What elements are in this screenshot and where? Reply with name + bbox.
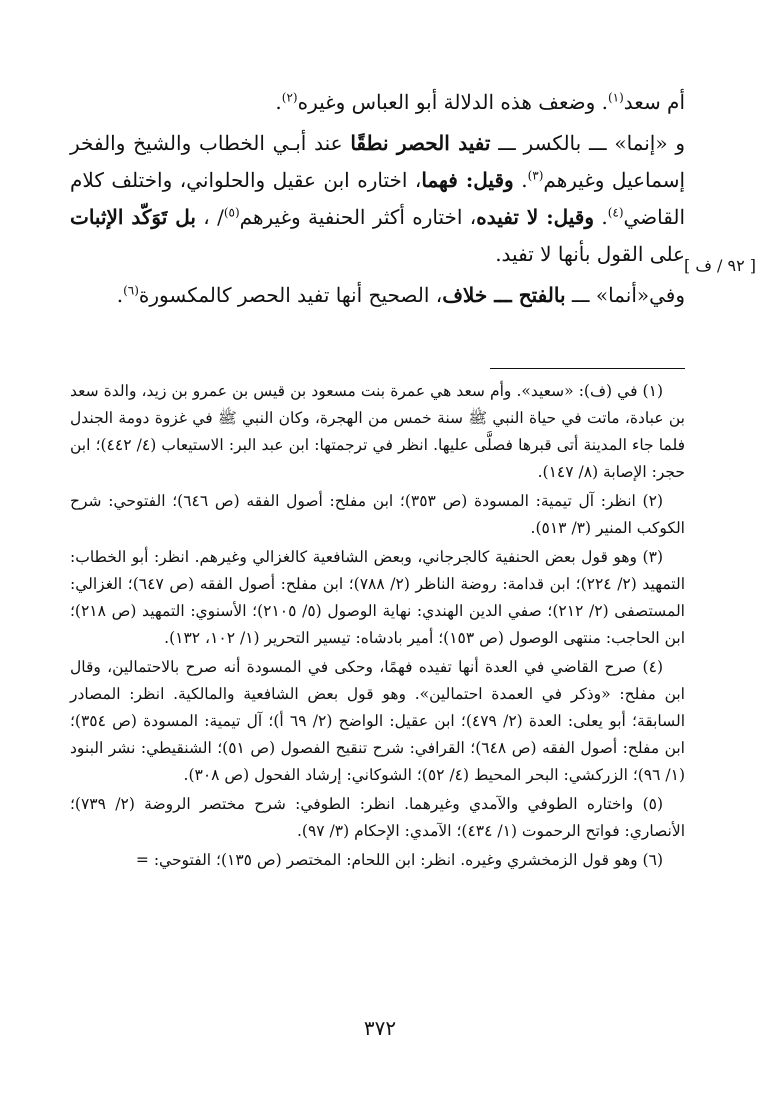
text-run: . — [594, 205, 608, 229]
text-run: ، الصحيح أنها تفيد الحصر كالمكسورة — [138, 283, 443, 307]
footnote-6: (٦) وهو قول الزمخشري وغيره. انظر: ابن اللحام: المختصر (ص ١٣٥)؛ الفتوحي: = — [135, 851, 663, 869]
text-run: عند أبـي الخطاب والشيخ والفخر إسماعيل وغيرهم — [70, 131, 686, 192]
text-run: . وضعف هذه الدلالة أبو العباس وغيره — [297, 90, 608, 114]
paragraph-3 — [70, 277, 685, 314]
page-number: ٣٧٢ — [363, 1016, 397, 1040]
footnote-ref[interactable]: (١) — [607, 90, 624, 105]
footnote-ref[interactable]: (٤) — [607, 205, 624, 220]
footnote-ref[interactable]: (٣) — [527, 168, 544, 183]
footnote-separator — [490, 368, 685, 369]
text-run: ، اختاره أكثر الحنفية وغيرهم — [239, 205, 477, 229]
footnote-2: (٢) انظر: آل تيمية: المسودة (ص ٣٥٣)؛ ابن مفلح: أصول الفقه (ص ٦٤٦)؛ الفتوحي: شرح الكوكب المنير (٣/ ٥١٣). — [70, 492, 685, 537]
bold-phrase: تفيد الحصر نطقًا — [350, 131, 491, 155]
footnotes — [70, 378, 685, 876]
text-run: و «إنما» ـــ بالكسر ـــ — [490, 131, 686, 155]
manuscript-margin-reference: [ ٩٢ / ف ] — [684, 256, 756, 275]
text-run: . — [513, 168, 528, 192]
footnote-4: (٤) صرح القاضي في العدة أنها تفيده فهمًا، وحكى في المسودة أنه صرح بالاحتمالين، وقال ابن مفلح: «وذكر في العمدة احتمالين». وهو قول بعض الشافعية والمالكية. انظر: المصادر السابقة؛ أبو يعلى: العدة (٢/ ٤٧٩)؛ ابن عقيل: الواضح (٢/ ٦٩ أ)؛ آل تيمية: المسودة (ص ٣٥٤)؛ ابن مفلح: أصول الفقه (ص ٦٤٨)؛ القرافي: شرح تنقيح الفصول (ص ٥١)؛ الشنقيطي: نشر البنود (١/ ٩٦)؛ الزركشي: البحر المحيط (٤/ ٥٢)؛ الشوكاني: إرشاد الفحول (ص ٣٠٨). — [70, 658, 686, 784]
bold-phrase: وقيل: فهما — [421, 168, 514, 192]
bold-phrase: وقيل: لا تفيده — [476, 205, 594, 229]
paragraph-2 — [70, 125, 685, 273]
footnote-1: (١) في (ف): «سعيد». وأم سعد هي عمرة بنت مسعود بن قيس بن عمرو بن زيد، والدة سعد بن عبادة، ماتت في حياة النبي ﷺ سنة خمس من الهجرة، وكان النبي ﷺ في غزوة دومة الجندل فلما جاء المدينة أتى قبرها فصلَّى عليها. انظر في ترجمتها: ابن عبد البر: الاستيعاب (٤/ ٤٤٢)؛ ابن حجر: الإصابة (٨/ ١٤٧). — [70, 382, 685, 481]
text-run: ، اختاره ابن عقيل والحلواني، واختلف كلام القاضي — [70, 168, 686, 229]
footnote-5: (٥) واختاره الطوفي والآمدي وغيرهما. انظر: الطوفي: شرح مختصر الروضة (٢/ ٧٣٩)؛ الأنصاري: فواتح الرحموت (١/ ٤٣٤)؛ الآمدي: الإحكام (٣/ ٩٧). — [70, 795, 685, 840]
bold-phrase: بالفتح ـــ خلاف — [442, 283, 566, 307]
text-run: على القول بأنها لا تفيد. — [495, 242, 685, 266]
footnote-ref[interactable]: (٥) — [223, 205, 240, 220]
paragraph-1 — [70, 84, 685, 121]
text-run: أم سعد — [623, 90, 685, 114]
text-run: . — [116, 283, 124, 307]
footnote-3: (٣) وهو قول بعض الحنفية كالجرجاني، وبعض الشافعية كالغزالي وغيرهم. انظر: أبو الخطاب: التمهيد (٢/ ٢٢٤)؛ ابن قدامة: روضة الناظر (٢/ ٧٨٨)؛ ابن مفلح: أصول الفقه (ص ٦٤٧)؛ الغزالي: المستصفى (٢/ ٢١٢)؛ صفي الدين الهندي: نهاية الوصول (٥/ ٢١٠٥)؛ الأسنوي: التمهيد (ص ٢١٨)؛ ابن الحاجب: منتهى الوصول (ص ١٥٣)؛ أمير بادشاه: تيسير التحرير (١/ ١٠٢، ١٣٢). — [70, 548, 686, 647]
footnote-ref[interactable]: (٦) — [123, 283, 139, 298]
footnote-ref[interactable]: (٢) — [281, 90, 298, 105]
bold-phrase: بل تَوَكّد الإثبات — [70, 205, 196, 229]
text-run: / ، — [195, 205, 224, 229]
text-run: وفي«أنما» ـــ — [565, 283, 685, 307]
text-run: . — [275, 90, 282, 114]
main-text — [70, 84, 685, 314]
